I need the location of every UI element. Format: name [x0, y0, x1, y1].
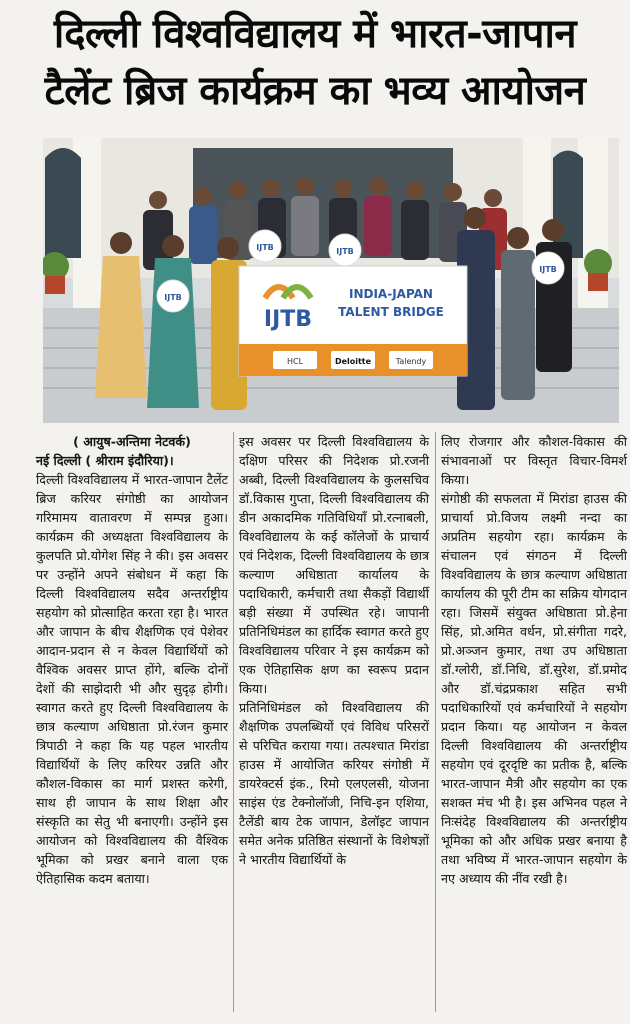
article-paragraph: दिल्ली विश्वविद्यालय में भारत-जापान टैलेंट ब्रिज करियर संगोष्ठी का आयोजन गरिमामय वातावरण में सम्पन्न हुआ। कार्यक्रम की अध्यक्षता विश्वविद्यालय के कुलपति प्रो.योगेश सिंह ने की। इस अवसर पर उन्होंने अपने संबोधन में कहा कि दिल्ली विश्वविद्यालय सदैव अन्तर्राष्ट्रीय सहयोग को प्रोत्साहित करता रहा है। भारत और जापान के बीच शैक्षणिक एवं पेशेवर आदान-प्रदान से न केवल विद्यार्थियों को वैश्विक अवसर प्राप्त होंगे, बल्कि दोनों देशों की साझेदारी भी और सुदृढ़ होगी। स्वागत करते हुए दिल्ली विश्वविद्यालय के छात्र कल्याण अधिष्ठाता प्रो.रंजन कुमार त्रिपाठी ने कहा कि यह पहल भारतीय विद्यार्थियों के लिए करियर उन्नति और कौशल-विकास का मार्ग प्रशस्त करेगी, साथ ही जापान के साथ शिक्षा और संस्कृति का सेतु भी बनाएगी। उन्होंने इस आयोजन को विश्वविद्यालय की वैश्विक भूमिका को प्रखर बनाने वाला एक ऐतिहासिक कदम बताया। — [36, 472, 228, 886]
group-photo-illustration — [43, 138, 619, 423]
article-column-3 — [441, 432, 627, 888]
person — [507, 227, 529, 249]
placard-label: IJTB — [336, 247, 354, 256]
person — [162, 235, 184, 257]
plant-pot — [588, 273, 608, 291]
person — [262, 179, 280, 197]
person — [296, 177, 314, 195]
article-paragraph: लिए रोजगार और कौशल-विकास की संभावनाओं पर विस्तृत विचार-विमर्श किया। — [441, 434, 627, 487]
person — [229, 181, 247, 199]
person — [194, 187, 212, 205]
person — [464, 207, 486, 229]
person — [444, 183, 462, 201]
byline: ( आयुष-अन्तिमा नेटवर्क) — [73, 434, 191, 449]
article-column-1 — [36, 432, 228, 888]
article-column-2 — [239, 432, 429, 869]
person — [110, 232, 132, 254]
person — [484, 189, 502, 207]
headline-line-2: टैलेंट ब्रिज कार्यक्रम का भव्य आयोजन — [44, 68, 586, 114]
dateline: नई दिल्ली ( श्रीराम इंदौरिया)। — [36, 453, 174, 468]
column-divider — [435, 432, 436, 1012]
article-paragraph: इस अवसर पर दिल्ली विश्वविद्यालय के दक्षिण परिसर की निदेशक प्रो.रजनी अब्बी, दिल्ली विश्वविद्यालय के कुलसचिव डॉ.विकास गुप्ता, दिल्ली विश्वविद्यालय की डीन अकादमिक गतिविधियाँ प्रो.रत्नाबली, विश्वविद्यालय के कई कॉलेजों के प्राचार्य एवं निदेशक, दिल्ली विश्वविद्यालय के छात्र कल्याण अधिष्ठाता कार्यालय के पदाधिकारी, कर्मचारी तथा सैकड़ों विद्यार्थी बड़ी संख्या में उपस्थित रहे। जापानी प्रतिनिधिमंडल का हार्दिक स्वागत करते हुए विश्वविद्यालय परिवार ने इस कार्यक्रम को एक ऐतिहासिक क्षण का स्वरूप प्रदान किया। — [239, 434, 429, 696]
person — [149, 191, 167, 209]
person — [334, 179, 352, 197]
person — [542, 219, 564, 241]
column-divider — [233, 432, 234, 1012]
sponsor-3: Talendy — [395, 357, 427, 366]
person — [406, 181, 424, 199]
article-paragraph: प्रतिनिधिमंडल को विश्वविद्यालय की शैक्षणिक उपलब्धियों एवं विविध परिसरों से परिचित कराया गया। तत्पश्चात मिरांडा हाउस में आयोजित करियर संगोष्ठी में डायरेक्टर्स इंक., रिमो एलएलसी, योजना साइंस एंड टेक्नोलॉजी, निचि-इन एशिया, टैलेंडी बाय टेक जापान, डेलॉइट जापान समेत अनेक प्रतिष्ठित संस्थानों के विशेषज्ञों ने भारतीय विद्यार्थियों के — [239, 700, 429, 867]
headline — [10, 4, 620, 118]
headline-line-1: दिल्ली विश्वविद्यालय में भारत-जापान — [53, 11, 577, 57]
arched-window — [45, 148, 81, 258]
ijtb-banner — [239, 266, 467, 376]
placard-label: IJTB — [539, 265, 557, 274]
sponsor-1: HCL — [286, 357, 304, 366]
plant-pot — [45, 276, 65, 294]
sponsor-2: Deloitte — [334, 357, 372, 366]
article-paragraph: संगोष्ठी की सफलता में मिरांडा हाउस की प्राचार्या प्रो.विजय लक्ष्मी नन्दा का अप्रतिम सहयोग रहा। कार्यक्रम के संचालन एवं संगठन में दिल्ली विश्वविद्यालय के छात्र कल्याण अधिष्ठाता कार्यालय की पूरी टीम का सक्रिय योगदान रहा। जिसमें संयुक्त अधिष्ठाता प्रो.हेना सिंह, प्रो.अमित वर्धन, प्रो.संगीता गदरे, प्रो.अञ्जन कुमार, तथा उप अधिष्ठाता डॉ.ग्लोरी, डॉ.निधि, डॉ.सुरेश, डॉ.प्रमोद और डॉ.चंद्रप्रकाश सहित सभी पदाधिकारियों एवं कर्मचारियों ने सहयोग प्रदान किया। यह आयोजन न केवल दिल्ली विश्वविद्यालय की अन्तर्राष्ट्रीय सहयोग एवं दूरदृष्टि का प्रतीक है, बल्कि भारत-जापान मैत्री और सहयोग का एक सशक्त मंच भी है। इस अभिनव पहल ने निःसंदेह विश्वविद्यालय की अन्तर्राष्ट्रीय भूमिका को और अधिक प्रखर बनाया है तथा भविष्य में भारत-जापान सहयोग के नए अध्याय की नींव रखी है। — [441, 491, 627, 886]
potted-plant — [584, 249, 612, 277]
news-photo — [43, 138, 619, 423]
person — [369, 177, 387, 195]
arched-window — [553, 151, 583, 259]
banner-title-line-2: TALENT BRIDGE — [338, 305, 444, 319]
person — [217, 237, 239, 259]
ijtb-logo-text: IJTB — [263, 307, 313, 332]
banner-title-line-1: INDIA-JAPAN — [349, 287, 433, 301]
placard-label: IJTB — [164, 293, 182, 302]
placard-label: IJTB — [256, 243, 274, 252]
